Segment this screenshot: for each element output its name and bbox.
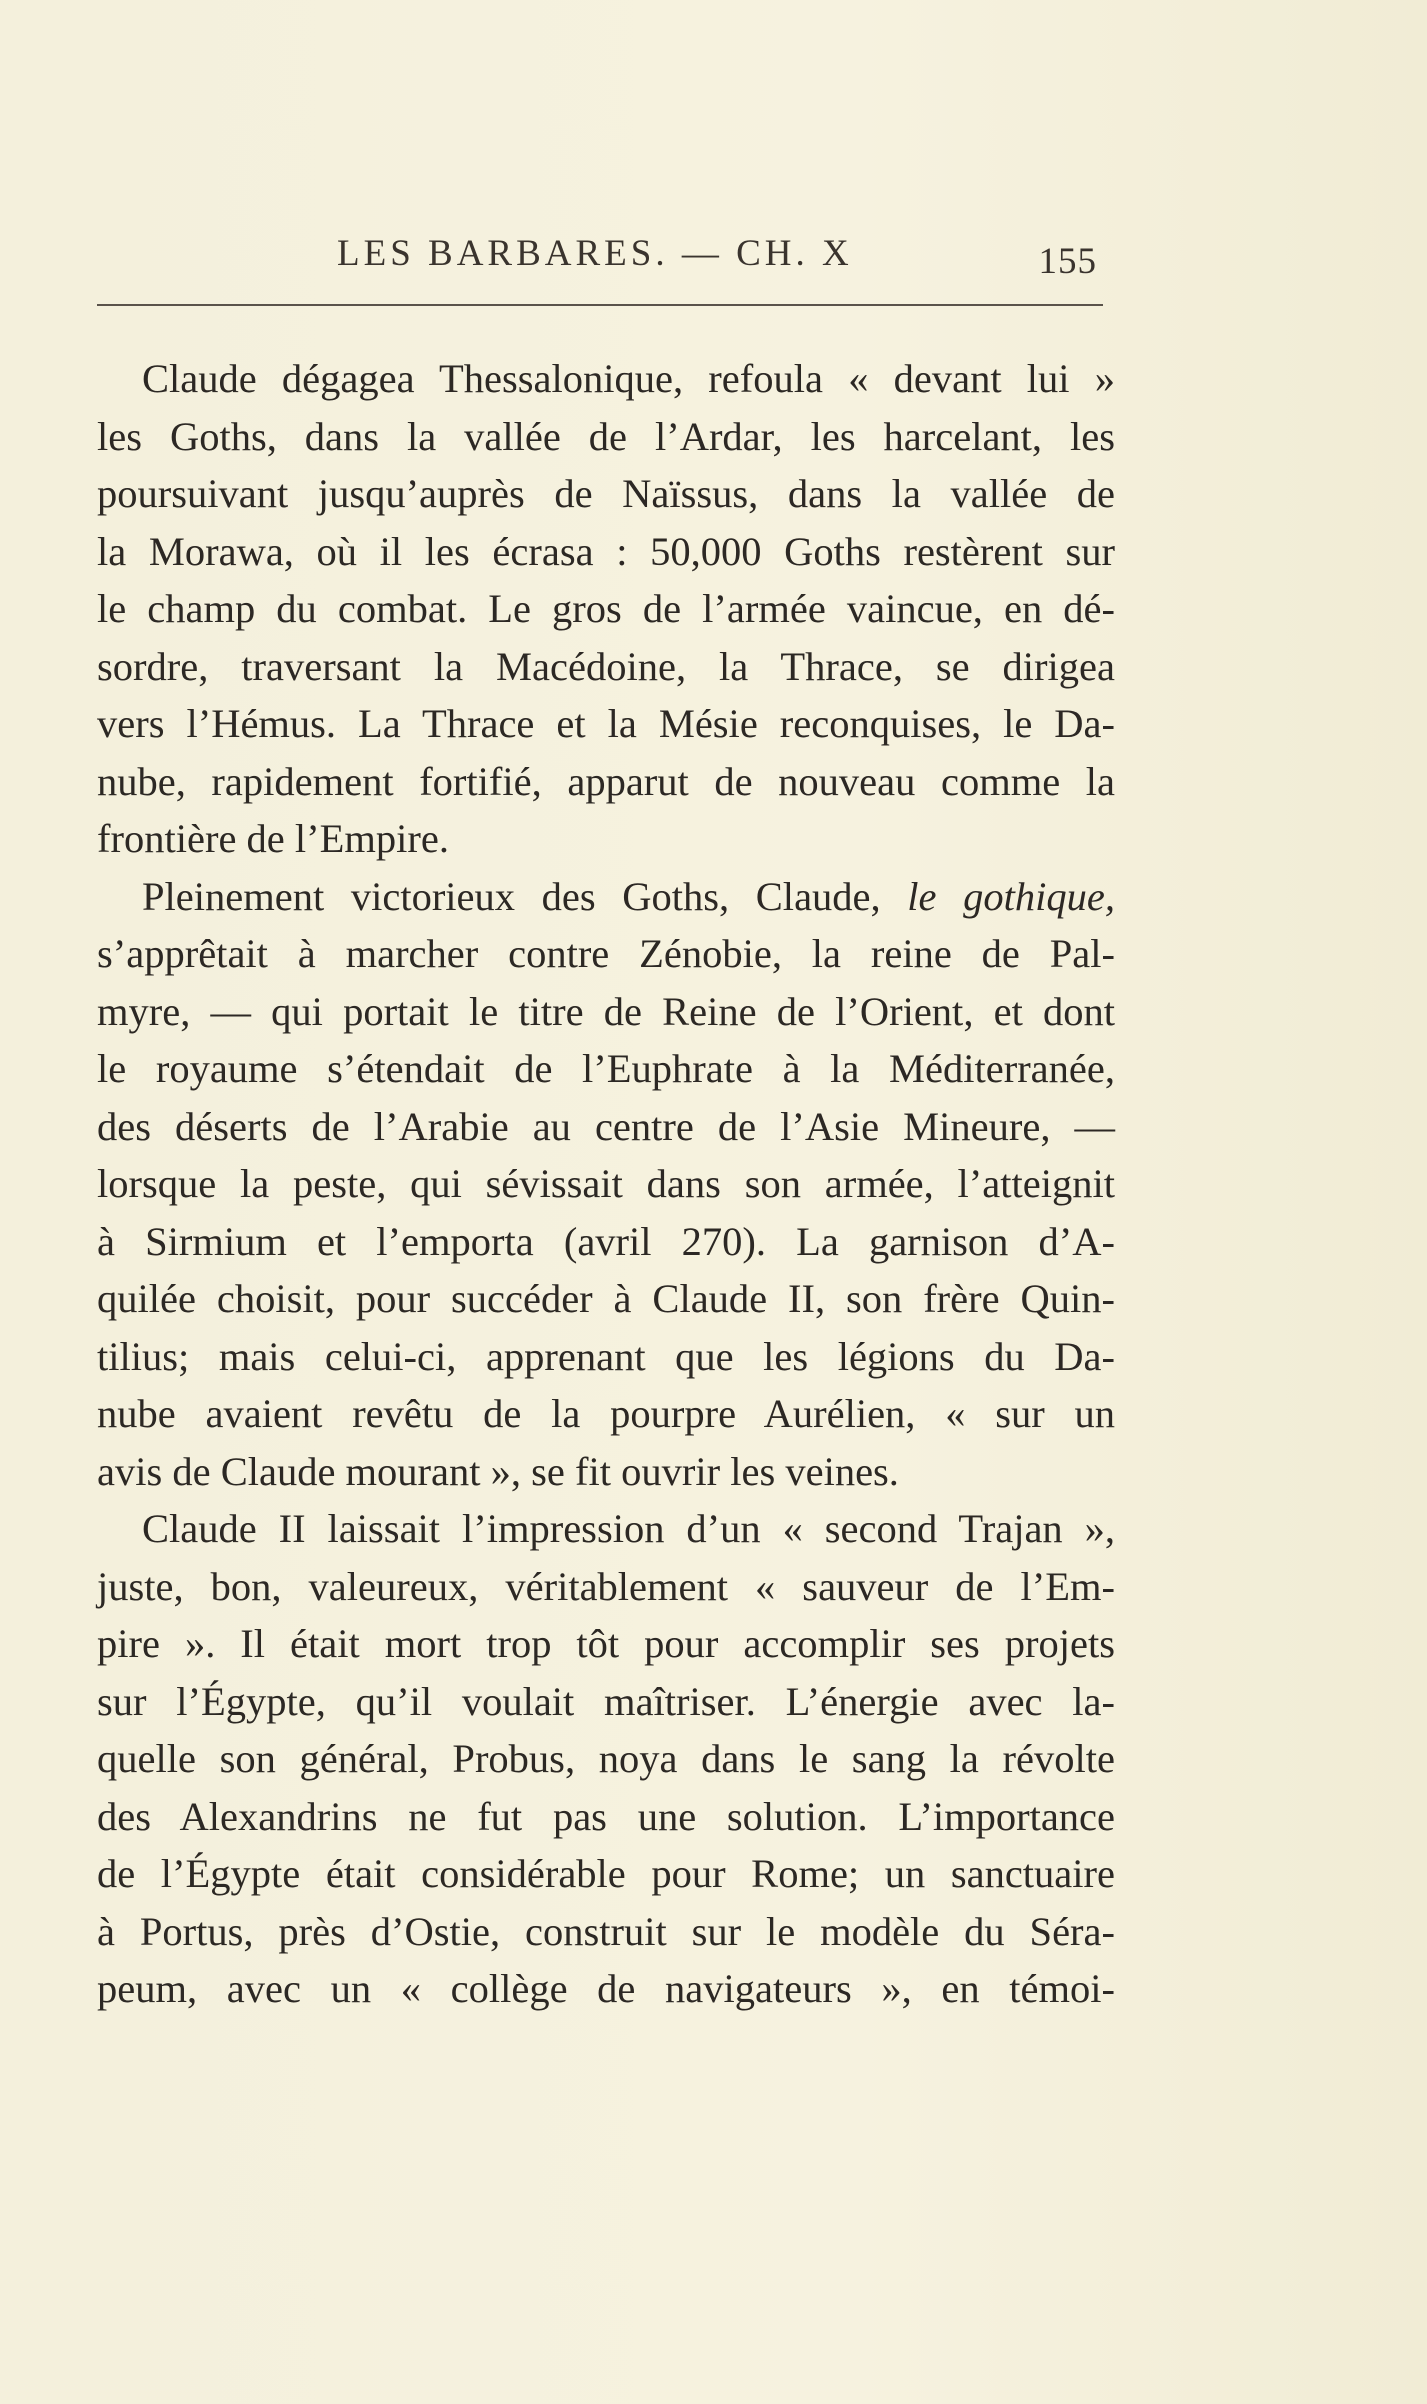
paragraph-1: [97, 350, 1115, 868]
text-line: nube, rapidement fortifié, apparut de nouveau comme la: [97, 758, 1115, 804]
text-line: quilée choisit, pour succéder à Claude II, son frère Quin-: [97, 1276, 1115, 1321]
text-line: avis de Claude mourant », se fit ouvrir les veines.: [97, 1448, 899, 1494]
text-line: pire ». Il était mort trop tôt pour accomplir ses projets: [97, 1621, 1115, 1666]
text-line: sur l’Égypte, qu’il voulait maîtriser. L’énergie avec la-: [97, 1678, 1115, 1724]
text-line: quelle son général, Probus, noya dans le sang la révolte: [97, 1736, 1115, 1781]
paragraph-2: [97, 868, 1115, 1501]
text-line: nube avaient revêtu de la pourpre Aurélien, « sur un: [97, 1391, 1115, 1436]
text-fragment: Pleinement victorieux des Goths, Claude,: [142, 873, 881, 919]
page-number: 155: [1038, 241, 1097, 282]
text-line: peum, avec un « collège de navigateurs », en témoi-: [97, 1966, 1115, 2011]
text-line: à Portus, près d’Ostie, construit sur le modèle du Séra-: [97, 1908, 1115, 1954]
text-line: à Sirmium et l’emporta (avril 270). La garnison d’A-: [97, 1218, 1115, 1264]
text-line: des Alexandrins ne fut pas une solution. L’importance: [97, 1793, 1115, 1839]
text-line: frontière de l’Empire.: [97, 816, 449, 861]
text-line: les Goths, dans la vallée de l’Ardar, les harcelant, les: [97, 413, 1115, 459]
italic-epithet: le gothique,: [907, 873, 1116, 919]
text-line: le royaume s’étendait de l’Euphrate à la Méditerranée,: [97, 1046, 1115, 1091]
running-head: LES BARBARES. — CH. X: [337, 233, 853, 274]
text-line: des déserts de l’Arabie au centre de l’Asie Mineure, —: [97, 1103, 1115, 1149]
body-text: [97, 350, 1115, 2018]
text-line: vers l’Hémus. La Thrace et la Mésie reconquises, le Da-: [97, 701, 1115, 746]
header-rule: [97, 304, 1103, 306]
page-header: [97, 228, 1097, 288]
text-line: myre, — qui portait le titre de Reine de l’Orient, et dont: [97, 988, 1115, 1034]
text-line: lorsque la peste, qui sévissait dans son armée, l’atteignit: [97, 1161, 1115, 1206]
text-line: s’apprêtait à marcher contre Zénobie, la reine de Pal-: [97, 931, 1115, 976]
text-line: tilius; mais celui-ci, apprenant que les légions du Da-: [97, 1333, 1115, 1379]
text-line: de l’Égypte était considérable pour Rome; un sanctuaire: [97, 1851, 1115, 1896]
text-line: Claude II laissait l’impression d’un « second Trajan »,: [142, 1506, 1115, 1551]
text-line: [97, 868, 1115, 926]
paragraph-3: [97, 1500, 1115, 2018]
text-line: la Morawa, où il les écrasa : 50,000 Goths restèrent sur: [97, 528, 1115, 574]
text-line: le champ du combat. Le gros de l’armée vaincue, en dé-: [97, 586, 1115, 631]
text-line: sordre, traversant la Macédoine, la Thrace, se dirigea: [97, 643, 1115, 689]
text-line: poursuivant jusqu’auprès de Naïssus, dans la vallée de: [97, 471, 1115, 516]
text-line: juste, bon, valeureux, véritablement « sauveur de l’Em-: [97, 1563, 1115, 1609]
text-line: Claude dégagea Thessalonique, refoula « devant lui »: [142, 356, 1115, 401]
